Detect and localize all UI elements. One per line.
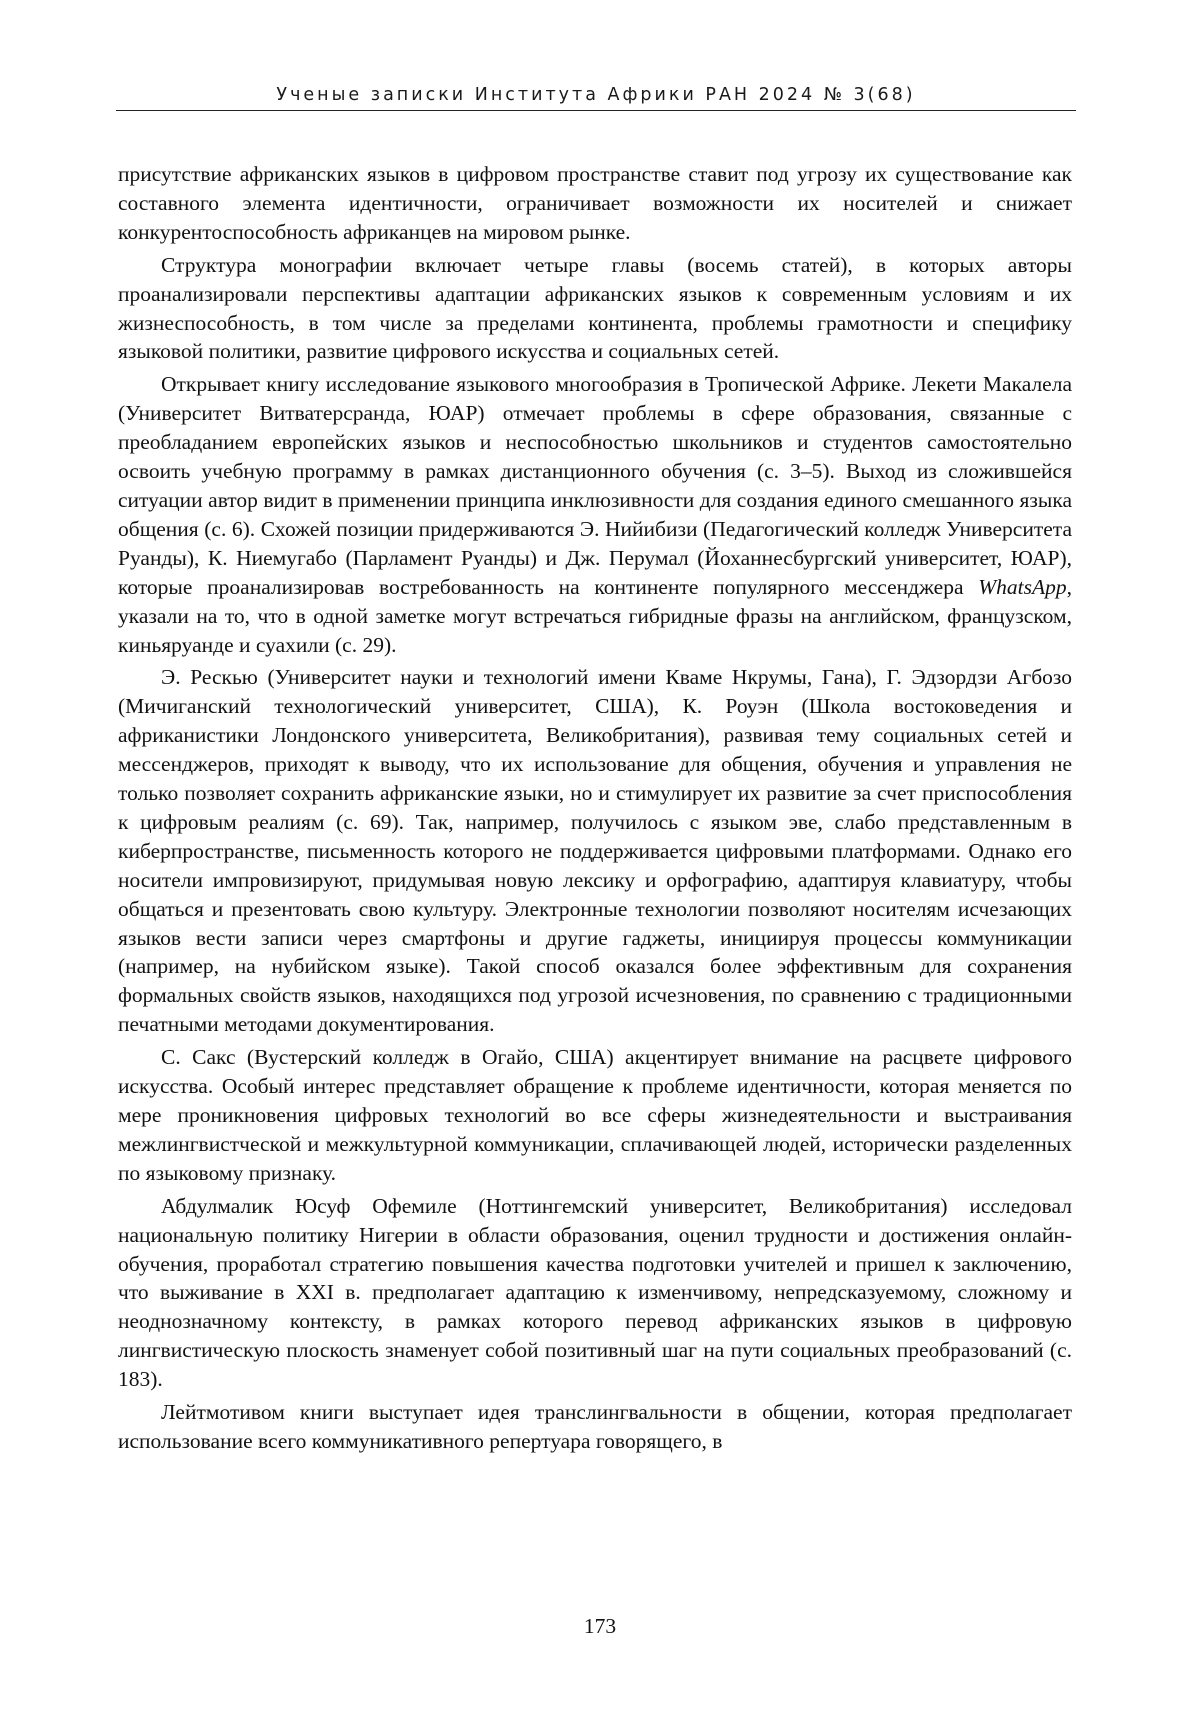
paragraph-nigeria-education: Абдулмалик Юсуф Офемиле (Ноттингемский университет, Великобритания) исследовал национальную политику Нигерии в области образования, оценил трудности и достижения онлайн-обучения, проработал стратегию повышения качества подготовки учителей и пришел к заключению, что выживание в XXI в. предполагает адаптацию к изменчивому, непредсказуемому, сложному и неоднозначному контексту, в рамках которого перевод африканских языков в цифровую лингвистическую плоскость знаменует собой позитивный шаг на пути социальных преобразований (с. 183). — [118, 1192, 1072, 1394]
running-header: Ученые записки Института Африки РАН 2024 № 3(68) — [116, 85, 1076, 105]
header-divider — [116, 110, 1076, 111]
paragraph-social-networks: Э. Рескью (Университет науки и технологий имени Кваме Нкрумы, Гана), Г. Эдзордзи Агбозо (Мичиганский технологический университет, США), К. Роуэн (Школа востоковедения и африканистики Лондонского университета, Великобритания), развивая тему социальных сетей и мессенджеров, приходят к выводу, что их использование для общения, обучения и управления не только позволяет сохранить африканские языки, но и стимулирует их развитие за счет приспособления к цифровым реалиям (с. 69). Так, например, получилось с языком эве, слабо представленным в киберпространстве, письменность которого не поддерживается цифровыми платформами. Однако его носители импровизируют, придумывая новую лексику и орфографию, адаптируя клавиатуру, чтобы общаться и презентовать свою культуру. Электронные технологии позволяют носителям исчезающих языков вести записи через смартфоны и другие гаджеты, инициируя процессы коммуникации (например, на нубийском языке). Такой способ оказался более эффективным для сохранения формальных свойств языков, находящихся под угрозой исчезновения, по сравнению с традиционными печатными методами документирования. — [118, 663, 1072, 1039]
paragraph-digital-art: С. Сакс (Вустерский колледж в Огайо, США) акцентирует внимание на расцвете цифрового искусства. Особый интерес представляет обращение к проблеме идентичности, которая меняется по мере проникновения цифровых технологий во все сферы жизнедеятельности и выстраивания межлингвистческой и межкультурной коммуникации, сплачивающей людей, исторически разделенных по языковому признаку. — [118, 1043, 1072, 1188]
paragraph-monograph-structure: Структура монографии включает четыре главы (восемь статей), в которых авторы проанализировали перспективы адаптации африканских языков к современным условиям и их жизнеспособность, в том числе за пределами континента, проблемы грамотности и специфику языковой политики, развитие цифрового искусства и социальных сетей. — [118, 251, 1072, 367]
paragraph-text-after-italic: , указали на то, что в одной заметке могут встречаться гибридные фразы на английском, французском, киньяруанде и суахили (с. 29). — [118, 575, 1072, 657]
paragraph-linguistic-diversity — [118, 370, 1072, 659]
article-body — [118, 160, 1072, 1460]
messenger-name-italic: WhatsApp — [978, 575, 1066, 599]
paragraph-continuation: присутствие африканских языков в цифровом пространстве ставит под угрозу их существование как составного элемента идентичности, ограничивает возможности их носителей и снижает конкурентоспособность африканцев на мировом рынке. — [118, 160, 1072, 247]
page-number: 173 — [0, 1614, 1200, 1639]
paragraph-translingualism: Лейтмотивом книги выступает идея транслингвальности в общении, которая предполагает использование всего коммуникативного репертуара говорящего, в — [118, 1398, 1072, 1456]
paragraph-text-before-italic: Открывает книгу исследование языкового многообразия в Тропической Африке. Лекети Макалела (Университет Витватерсранда, ЮАР) отмечает проблемы в сфере образования, связанные с преобладанием европейских языков и неспособностью школьников и студентов самостоятельно освоить учебную программу в рамках дистанционного обучения (с. 3–5). Выход из сложившейся ситуации автор видит в применении принципа инклюзивности для создания единого смешанного языка общения (с. 6). Схожей позиции придерживаются Э. Нийибизи (Педагогический колледж Университета Руанды), К. Ниемугабо (Парламент Руанды) и Дж. Перумал (Йоханнесбургский университет, ЮАР), которые проанализировав востребованность на континенте популярного мессенджера — [118, 372, 1072, 598]
